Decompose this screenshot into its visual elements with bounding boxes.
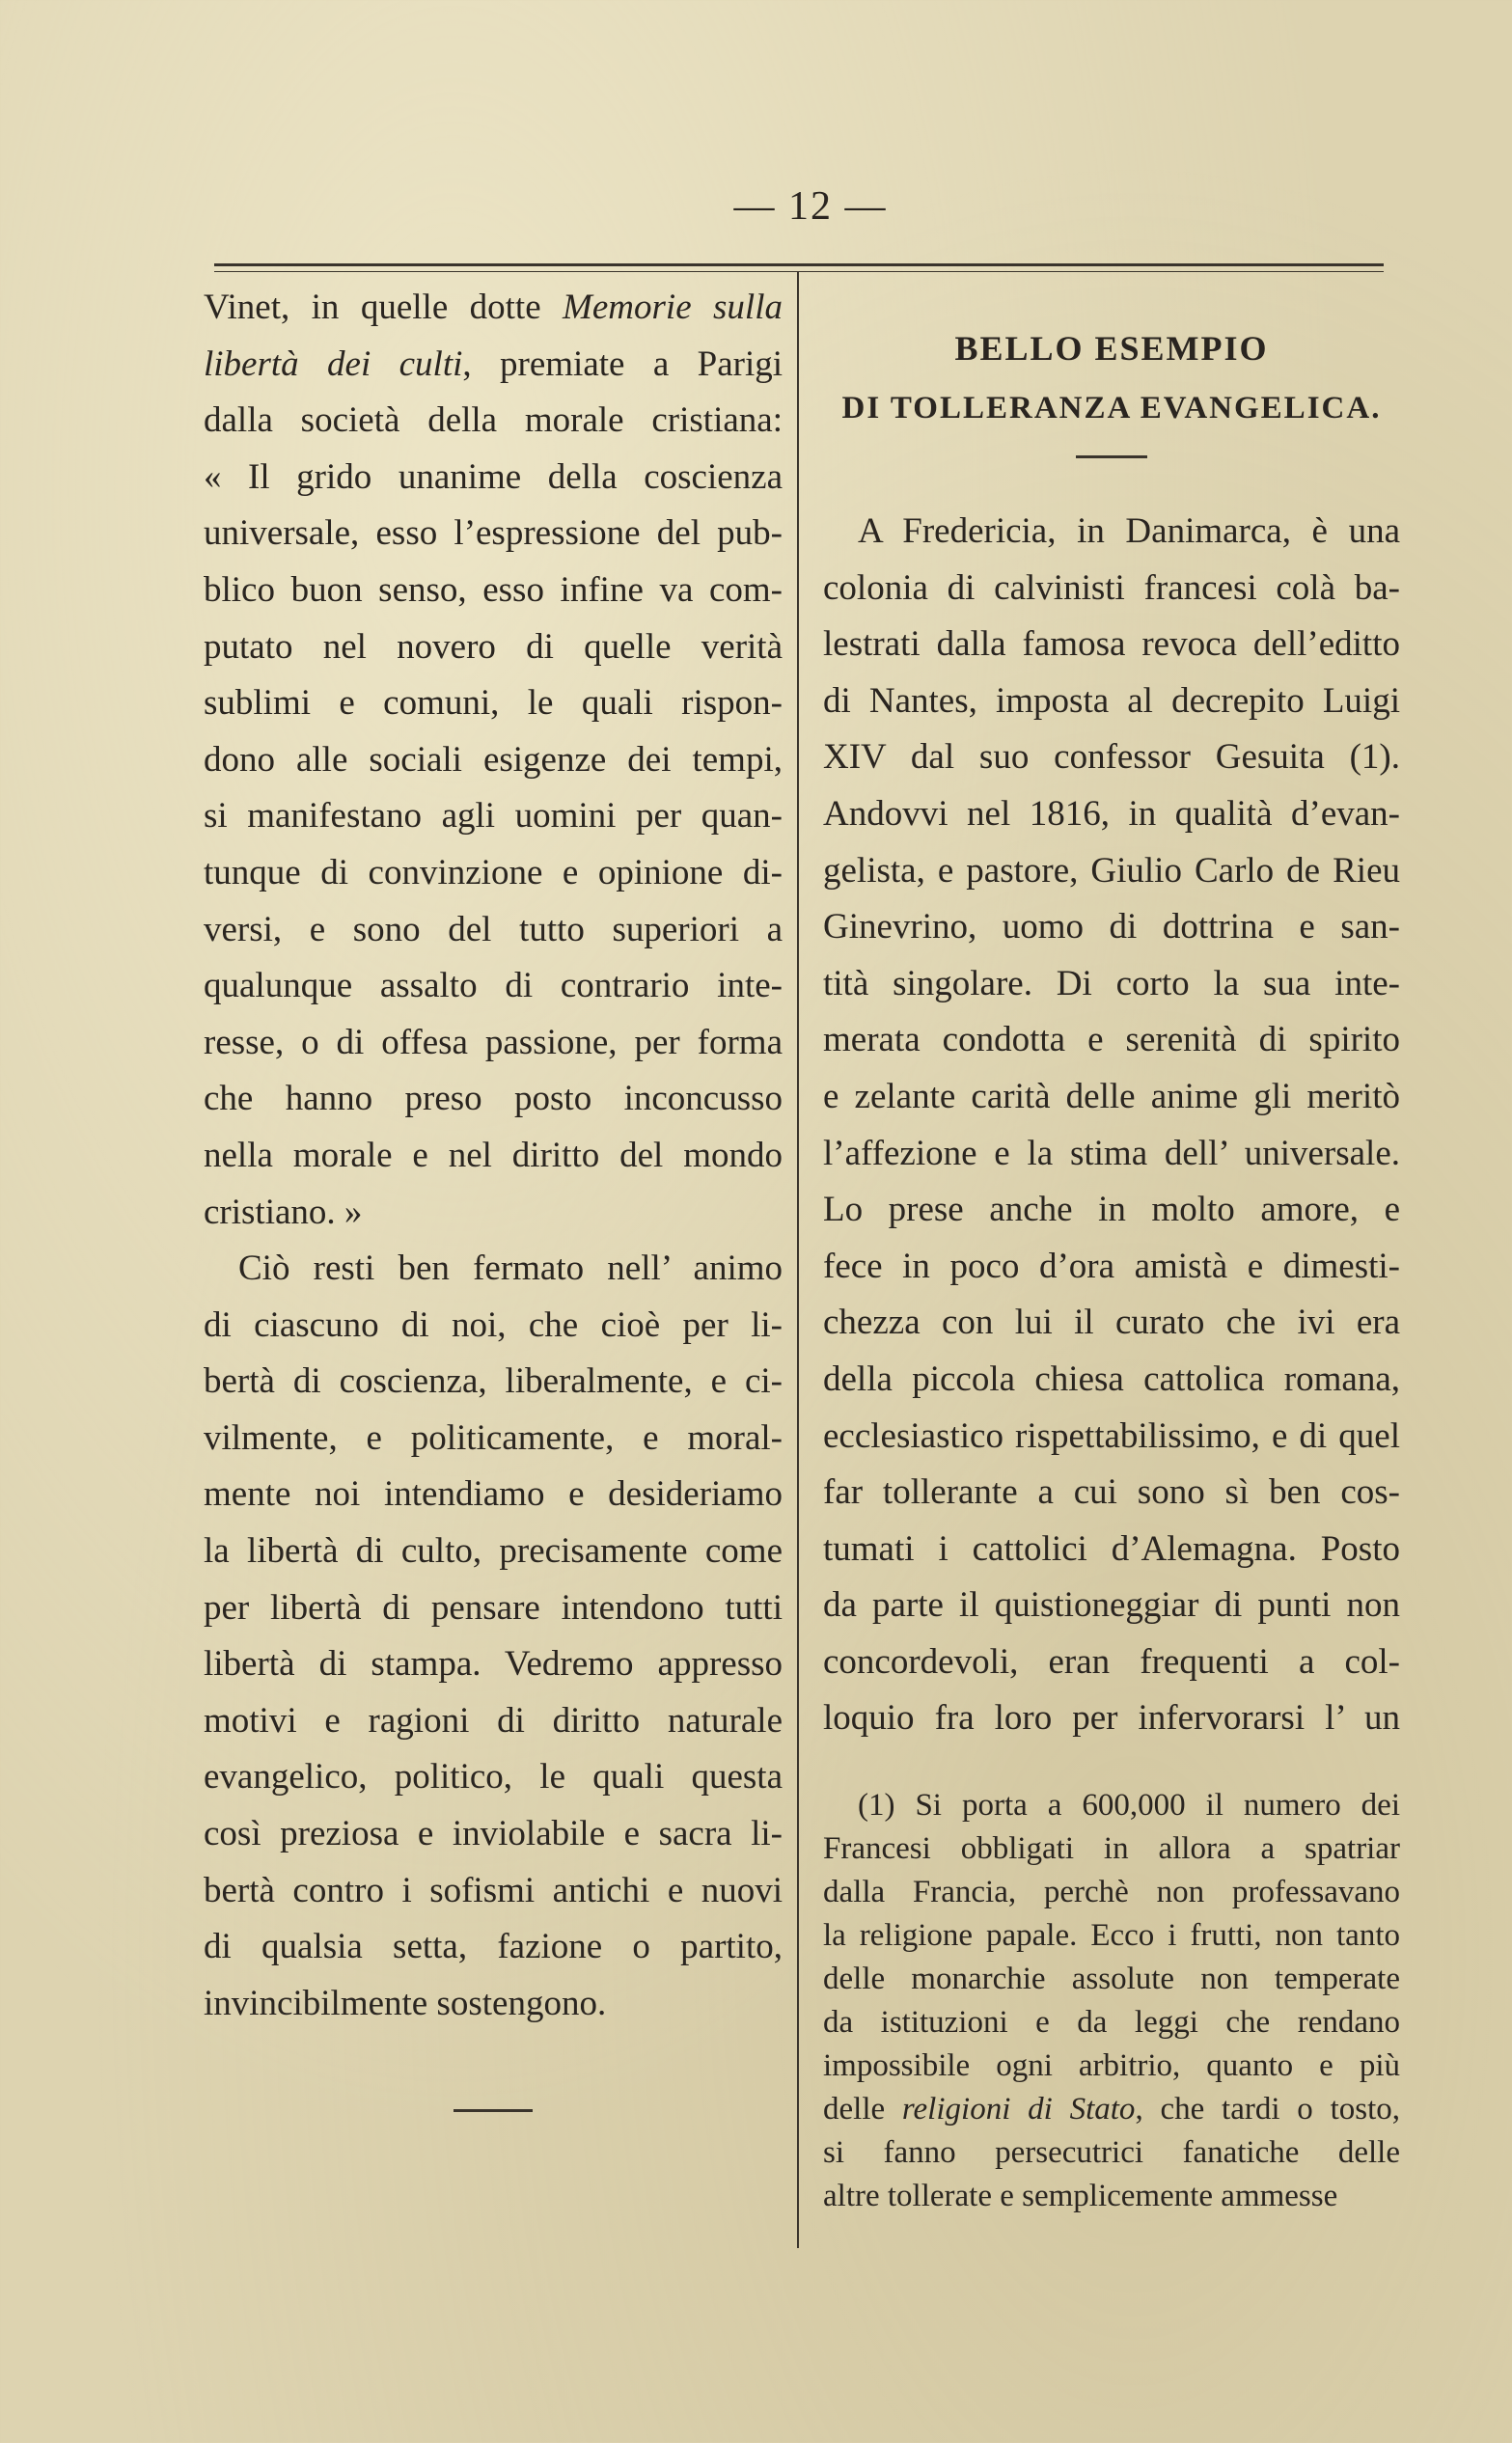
text-line: invincibilmente sostengono. [204,1983,607,2023]
footnote-line: altre tollerate e semplicemente ammesse [823,2179,1338,2214]
left-column [204,280,783,2032]
text-line: bertà di coscienza, liberalmente, e ci- [204,1361,783,1402]
footnote [823,1784,1400,2218]
text-line: universale, esso l’espressione del pub- [204,513,783,554]
header-rule-thick [214,263,1384,266]
text-line: putato nel novero di quelle verità [204,626,783,667]
column-divider [797,272,799,2248]
italic-title: libertà dei culti [204,343,463,384]
text-line: motivi e ragioni di diritto naturale [204,1700,783,1741]
text-line: evangelico, politico, le quali questa [204,1757,783,1798]
text-line: Ciò resti ben fermato nell’ animo [238,1249,783,1289]
text-line: Ginevrino, uomo di dottrina e san- [823,907,1400,947]
text-line: lestrati dalla famosa revoca dell’editto [823,624,1400,665]
text-line: Andovvi nel 1816, in qualità d’evan- [823,793,1400,834]
text-line: fece in poco d’ora amistà e dimesti- [823,1246,1400,1286]
text-line: loquio fra loro per infervorarsi l’ un [823,1698,1400,1739]
text-line: resse, o di offesa passione, per forma [204,1022,783,1062]
text-line: bertà contro i sofismi antichi e nuovi [204,1870,783,1910]
footnote-line: da istituzioni e da leggi che rendano [823,2005,1400,2041]
text-line: la libertà di culto, precisamente come [204,1531,783,1572]
body-text [823,504,1400,1747]
text-line: gelista, e pastore, Giulio Carlo de Rieu [823,850,1400,891]
footnote-line: delle monarchie assolute non temperate [823,1962,1400,1997]
text-line: l’affezione e la stima dell’ universale. [823,1133,1400,1173]
text-line: tità singolare. Di corto la sua inte- [823,963,1400,1003]
footnote-line: dalla Francia, perchè non professavano [823,1875,1400,1910]
footnote-line: la religione papale. Ecco i frutti, non tanto [823,1918,1400,1954]
text-line: nella morale e nel diritto del mondo [204,1135,783,1175]
text-line: di Nantes, imposta al decrepito Luigi [823,680,1400,721]
text-line: ecclesiastico rispettabilissimo, e di quel [823,1415,1400,1456]
text-line: della piccola chiesa cattolica romana, [823,1359,1400,1399]
text-run: , premiate a Parigi [462,343,783,384]
text-line: così preziosa e inviolabile e sacra li- [204,1814,783,1854]
text-line [204,337,783,394]
heading-dash [1076,455,1147,458]
text-line: qualunque assalto di contrario inte- [204,966,783,1006]
right-column [823,280,1400,2218]
text-line: da parte il quistioneggiar di punti non [823,1585,1400,1626]
footnote-line: si fanno persecutrici fanatiche delle [823,2135,1400,2171]
text-line: far tollerante a cui sono sì ben cos- [823,1472,1400,1513]
text-line: mente noi intendiamo e desideriamo [204,1474,783,1515]
text-run: delle [823,2092,902,2127]
text-line: di qualsia setta, fazione o partito, [204,1927,783,1967]
text-line: A Fredericia, in Danimarca, è una [858,511,1400,551]
text-line: di ciascuno di noi, che cioè per li- [204,1304,783,1345]
text-line: libertà di stampa. Vedremo appresso [204,1644,783,1685]
text-line: blico buon senso, esso infine va com- [204,569,783,610]
text-line: « Il grido unanime della coscienza [204,456,783,497]
text-line: dono alle sociali esigenze dei tempi, [204,739,783,780]
text-line: merata condotta e serenità di spirito [823,1020,1400,1060]
italic-title: Memorie sulla [563,288,783,327]
section-heading: BELLO ESEMPIO [954,329,1269,368]
header-rule-thin [214,271,1384,272]
text-line: si manifestano agli uomini per quan- [204,796,783,837]
text-line: tunque di convinzione e opinione di- [204,852,783,892]
text-line: Lo prese anche in molto amore, e [823,1190,1400,1230]
footnote-line: Francesi obbligati in allora a spatriar [823,1831,1400,1867]
text-line: che hanno preso posto inconcusso [204,1079,783,1119]
text-line: chezza con lui il curato che ivi era [823,1303,1400,1343]
page-number: — 12 — [733,184,888,229]
footnote-line: (1) Si porta a 600,000 il numero dei [858,1788,1400,1824]
text-line [204,280,783,337]
italic-phrase: religioni di Stato [901,2092,1136,2127]
text-line: concordevoli, eran frequenti a col- [823,1641,1400,1682]
section-end-dash [454,2109,533,2112]
text-run: , che tardi o tosto, [1135,2092,1400,2127]
text-line: vilmente, e politicamente, e moral- [204,1417,783,1458]
text-line: XIV dal suo confessor Gesuita (1). [823,737,1400,778]
footnote-line: impossibile ogni arbitrio, quanto e più [823,2048,1400,2084]
footnote-line [823,2088,1400,2131]
text-run: Vinet, in quelle dotte [204,288,564,327]
section-subheading: DI TOLLERANZA EVANGELICA. [841,391,1382,425]
text-line: cristiano. » [204,1192,363,1232]
text-line: versi, e sono del tutto superiori a [204,909,783,949]
text-line: colonia di calvinisti francesi colà ba- [823,567,1400,608]
text-line: tumati i cattolici d’Alemagna. Posto [823,1528,1400,1569]
text-line: e zelante carità delle anime gli meritò [823,1076,1400,1116]
text-line: per libertà di pensare intendono tutti [204,1587,783,1628]
text-line: dalla società della morale cristiana: [204,400,783,441]
text-line: sublimi e comuni, le quali rispon- [204,683,783,724]
